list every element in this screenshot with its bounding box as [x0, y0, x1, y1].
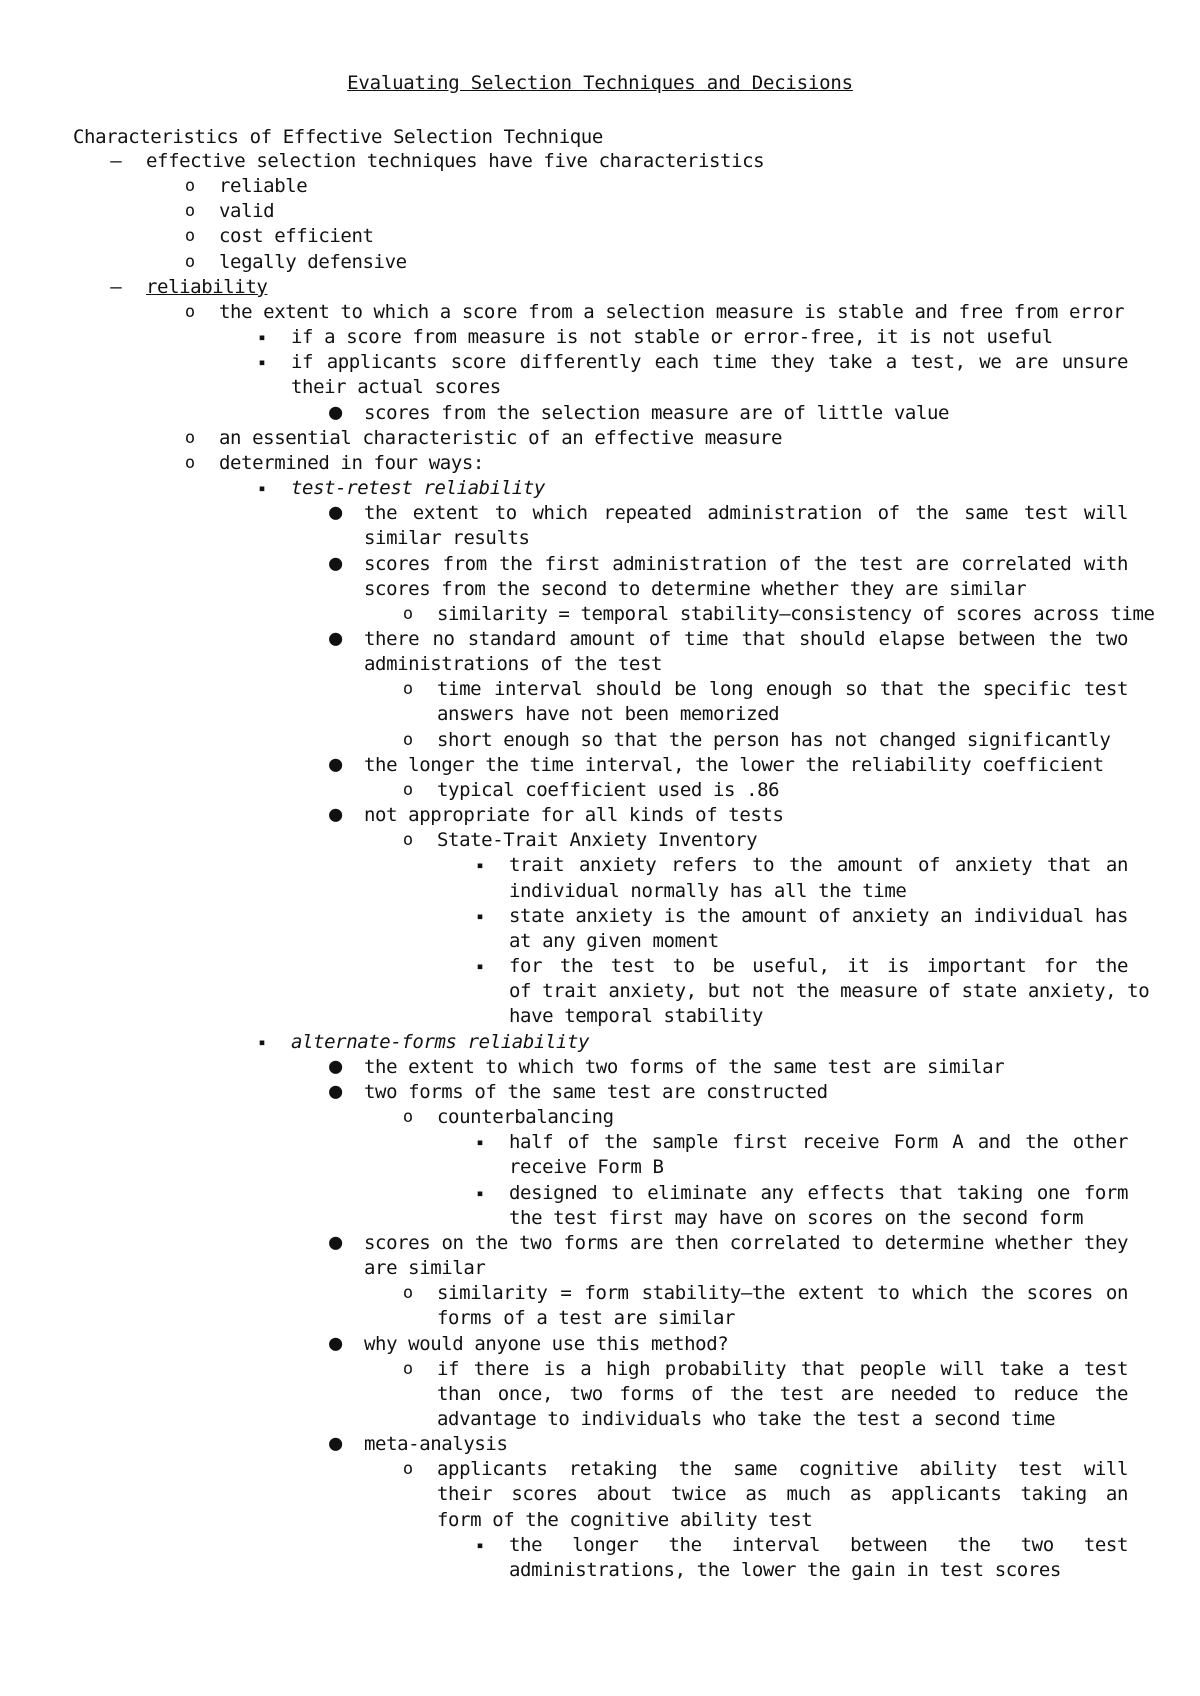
- outline-line: scores from the selection measure are of little value: [364, 402, 950, 424]
- circle-bullet-icon: o: [402, 1107, 414, 1127]
- outline-line: the extent to which a score from a selection measure is stable and free from error: [219, 301, 1125, 323]
- outline-line: scores from the first administration of the test are correlated with: [364, 553, 1128, 575]
- square-bullet-icon: ▪: [476, 1538, 484, 1552]
- section-heading: Characteristics of Effective Selection Technique: [73, 126, 603, 148]
- document-title: Evaluating Selection Techniques and Decisions: [347, 72, 853, 94]
- outline-line: an essential characteristic of an effective measure: [219, 427, 782, 449]
- circle-bullet-icon: o: [402, 830, 414, 850]
- circle-bullet-icon: o: [402, 1359, 414, 1379]
- dot-bullet-icon: ●: [329, 802, 343, 827]
- outline-line: State-Trait Anxiety Inventory: [437, 829, 758, 851]
- outline-line: the longer the time interval, the lower the reliability coefficient: [364, 754, 1104, 776]
- circle-bullet-icon: o: [184, 176, 196, 196]
- outline-line: form of the cognitive ability test: [437, 1509, 813, 1531]
- square-bullet-icon: ▪: [476, 959, 484, 973]
- dot-bullet-icon: ●: [329, 500, 343, 525]
- outline-line: receive Form B: [509, 1156, 664, 1178]
- outline-line: the test first may have on scores on the second form: [509, 1207, 1084, 1229]
- circle-bullet-icon: o: [402, 604, 414, 624]
- outline-line: designed to eliminate any effects that taking one form: [509, 1182, 1128, 1204]
- outline-line: scores on the two forms are then correlated to determine whether they: [364, 1232, 1128, 1254]
- square-bullet-icon: ▪: [476, 858, 484, 872]
- square-bullet-icon: ▪: [258, 355, 266, 369]
- outline-line: of trait anxiety, but not the measure of state anxiety, to: [509, 980, 1150, 1002]
- outline-line: determined in four ways:: [219, 452, 484, 474]
- circle-bullet-icon: o: [184, 226, 196, 246]
- square-bullet-icon: ▪: [476, 909, 484, 923]
- outline-line: applicants retaking the same cognitive ability test will: [437, 1458, 1128, 1480]
- outline-line: similar results: [364, 527, 530, 549]
- circle-bullet-icon: o: [402, 679, 414, 699]
- square-bullet-icon: ▪: [476, 1135, 484, 1149]
- outline-line: the extent to which repeated administration of the same test will: [364, 502, 1128, 524]
- outline-line: for the test to be useful, it is important for the: [509, 955, 1128, 977]
- outline-line: trait anxiety refers to the amount of anxiety that an: [509, 854, 1128, 876]
- outline-line: half of the sample first receive Form A and the other: [509, 1131, 1128, 1153]
- outline-line: two forms of the same test are constructed: [364, 1081, 828, 1103]
- outline-line: not appropriate for all kinds of tests: [364, 804, 784, 826]
- dot-bullet-icon: ●: [329, 1079, 343, 1104]
- dot-bullet-icon: ●: [329, 1230, 343, 1255]
- outline-line: there no standard amount of time that should elapse between the two: [364, 628, 1128, 650]
- outline-line: the extent to which two forms of the same test are similar: [364, 1056, 1005, 1078]
- outline-line: the longer the interval between the two test: [509, 1534, 1128, 1556]
- outline-line: if a score from measure is not stable or error-free, it is not useful: [291, 326, 1053, 348]
- dash-bullet-icon: –: [110, 150, 122, 172]
- circle-bullet-icon: o: [402, 730, 414, 750]
- outline-line: advantage to individuals who take the test a second time: [437, 1408, 1056, 1430]
- dot-bullet-icon: ●: [329, 1054, 343, 1079]
- square-bullet-icon: ▪: [258, 330, 266, 344]
- outline-line: forms of a test are similar: [437, 1307, 736, 1329]
- outline-line: reliability: [146, 276, 268, 298]
- dot-bullet-icon: ●: [329, 1331, 343, 1356]
- outline-line: their actual scores: [291, 376, 501, 398]
- square-bullet-icon: ▪: [258, 481, 266, 495]
- circle-bullet-icon: o: [402, 1459, 414, 1479]
- dot-bullet-icon: ●: [329, 551, 343, 576]
- outline-line: reliable: [219, 175, 308, 197]
- outline-line: if applicants score differently each time they take a test, we are unsure: [291, 351, 1128, 373]
- dot-bullet-icon: ●: [329, 626, 343, 651]
- outline-line: their scores about twice as much as applicants taking an: [437, 1483, 1128, 1505]
- outline-line: short enough so that the person has not changed significantly: [437, 729, 1111, 751]
- dot-bullet-icon: ●: [329, 752, 343, 777]
- outline-line: counterbalancing: [437, 1106, 614, 1128]
- outline-line: similarity = form stability—the extent to which the scores on: [437, 1282, 1128, 1304]
- dot-bullet-icon: ●: [329, 1431, 343, 1456]
- outline-line: time interval should be long enough so that the specific test: [437, 678, 1128, 700]
- outline-line: test-retest reliability: [291, 477, 545, 499]
- circle-bullet-icon: o: [184, 252, 196, 272]
- outline-line: individual normally has all the time: [509, 880, 907, 902]
- outline-line: state anxiety is the amount of anxiety an individual has: [509, 905, 1128, 927]
- outline-line: typical coefficient used is .86: [437, 779, 780, 801]
- square-bullet-icon: ▪: [476, 1186, 484, 1200]
- outline-line: than once, two forms of the test are needed to reduce the: [437, 1383, 1128, 1405]
- circle-bullet-icon: o: [184, 428, 196, 448]
- outline-line: why would anyone use this method?: [364, 1333, 729, 1355]
- outline-line: at any given moment: [509, 930, 719, 952]
- square-bullet-icon: ▪: [258, 1035, 266, 1049]
- outline-line: effective selection techniques have five characteristics: [146, 150, 765, 172]
- outline-line: valid: [219, 200, 275, 222]
- outline-line: legally defensive: [219, 251, 407, 273]
- circle-bullet-icon: o: [184, 201, 196, 221]
- outline-line: have temporal stability: [509, 1005, 763, 1027]
- circle-bullet-icon: o: [402, 1283, 414, 1303]
- circle-bullet-icon: o: [402, 780, 414, 800]
- outline-line: if there is a high probability that people will take a test: [437, 1358, 1128, 1380]
- outline-line: administrations of the test: [364, 653, 663, 675]
- outline-line: cost efficient: [219, 225, 374, 247]
- circle-bullet-icon: o: [184, 302, 196, 322]
- outline-line: scores from the second to determine whether they are similar: [364, 578, 1027, 600]
- circle-bullet-icon: o: [184, 453, 196, 473]
- outline-line: answers have not been memorized: [437, 703, 780, 725]
- dash-bullet-icon: –: [110, 276, 122, 298]
- dot-bullet-icon: ●: [329, 400, 343, 425]
- outline-line: similarity = temporal stability—consistency of scores across time: [437, 603, 1155, 625]
- outline-line: are similar: [364, 1257, 486, 1279]
- outline-line: meta-analysis: [364, 1433, 508, 1455]
- outline-line: alternate-forms reliability: [291, 1031, 590, 1053]
- outline-line: administrations, the lower the gain in test scores: [509, 1559, 1061, 1581]
